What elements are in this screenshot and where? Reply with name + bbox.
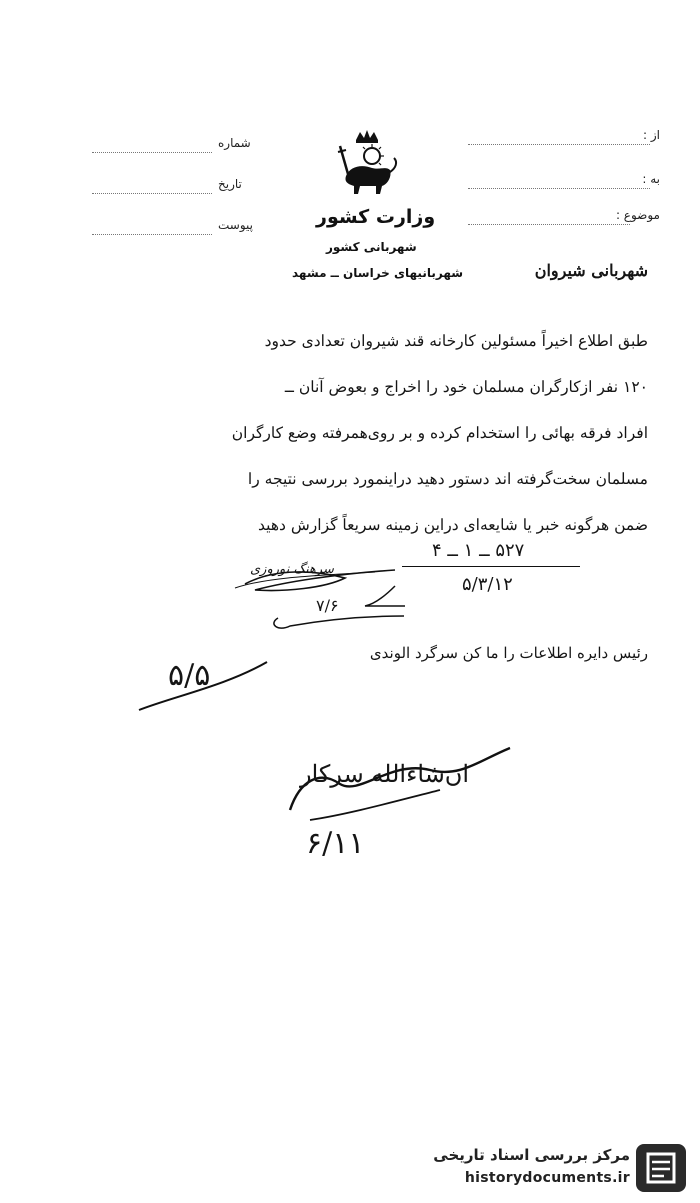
reference-date: ۵/۳/۱۲ [462,574,513,595]
from-label: از : [643,128,660,142]
body-line-5: ضمن هرگونه خبر یا شایعه‌ای دراین زمینه سریعاً گزارش دهید [258,516,648,534]
reference-number: ۵۲۷ ــ ۱ ــ ۴ [432,540,525,561]
from-field-dots [468,134,650,145]
addressee: شهربانی شیروان [534,261,648,280]
signatory-stamp: سرهنگ نوروزی [250,562,334,577]
margin-note-stroke-icon [135,656,275,716]
body-line-1: طبق اطلاع اخیراً مسئولین کارخانه قند شیروان تعدادی حدود [264,332,648,350]
footer-watermark [410,1140,690,1196]
reference-divider [402,566,580,567]
signature-underline-icon [264,606,414,636]
footer-org-name: مرکز بررسی اسناد تاریخی [433,1146,630,1164]
number-label: شماره [218,136,251,150]
document-archive-logo-icon [634,1142,688,1194]
attachment-label: پیوست [218,218,253,232]
subject-field-dots [468,214,630,225]
bottom-note-2: ۶/۱۱ [306,826,365,861]
sub-department-name: شهربانیهای خراسان ــ مشهد [292,266,464,280]
lion-and-sun-emblem-icon [332,126,402,198]
date-label: تاریخ [218,177,242,191]
attachment-field-dots [92,224,212,235]
footer-site-url: historydocuments.ir [464,1170,630,1186]
date-field-dots [92,183,212,194]
margin-note: ۵/۵ [168,658,211,693]
body-line-2: ۱۲۰ نفر ازکارگران مسلمان خود را اخراج و بعوض آنان ــ [284,378,648,396]
to-label: به : [642,172,660,186]
subject-label: موضوع : [615,208,660,222]
body-line-3: افراد فرقه بهائی را استخدام کرده و بر روی‌همرفته وضع کارگران [231,424,648,442]
department-name: شهربانی کشور [326,240,417,254]
closing-line: رئیس دایره اطلاعات را ما کن سرگرد الوندی [369,644,648,662]
ministry-title: وزارت کشور [316,206,436,228]
to-field-dots [468,178,650,189]
number-field-dots [92,142,212,153]
signatory-mark: ۷/۶ [316,596,339,615]
bottom-note-1: ان‌شاءالله سرکار [300,760,470,788]
body-line-4: مسلمان سخت‌گرفته اند دستور دهید دراینمورد بررسی نتیجه را [247,470,648,488]
